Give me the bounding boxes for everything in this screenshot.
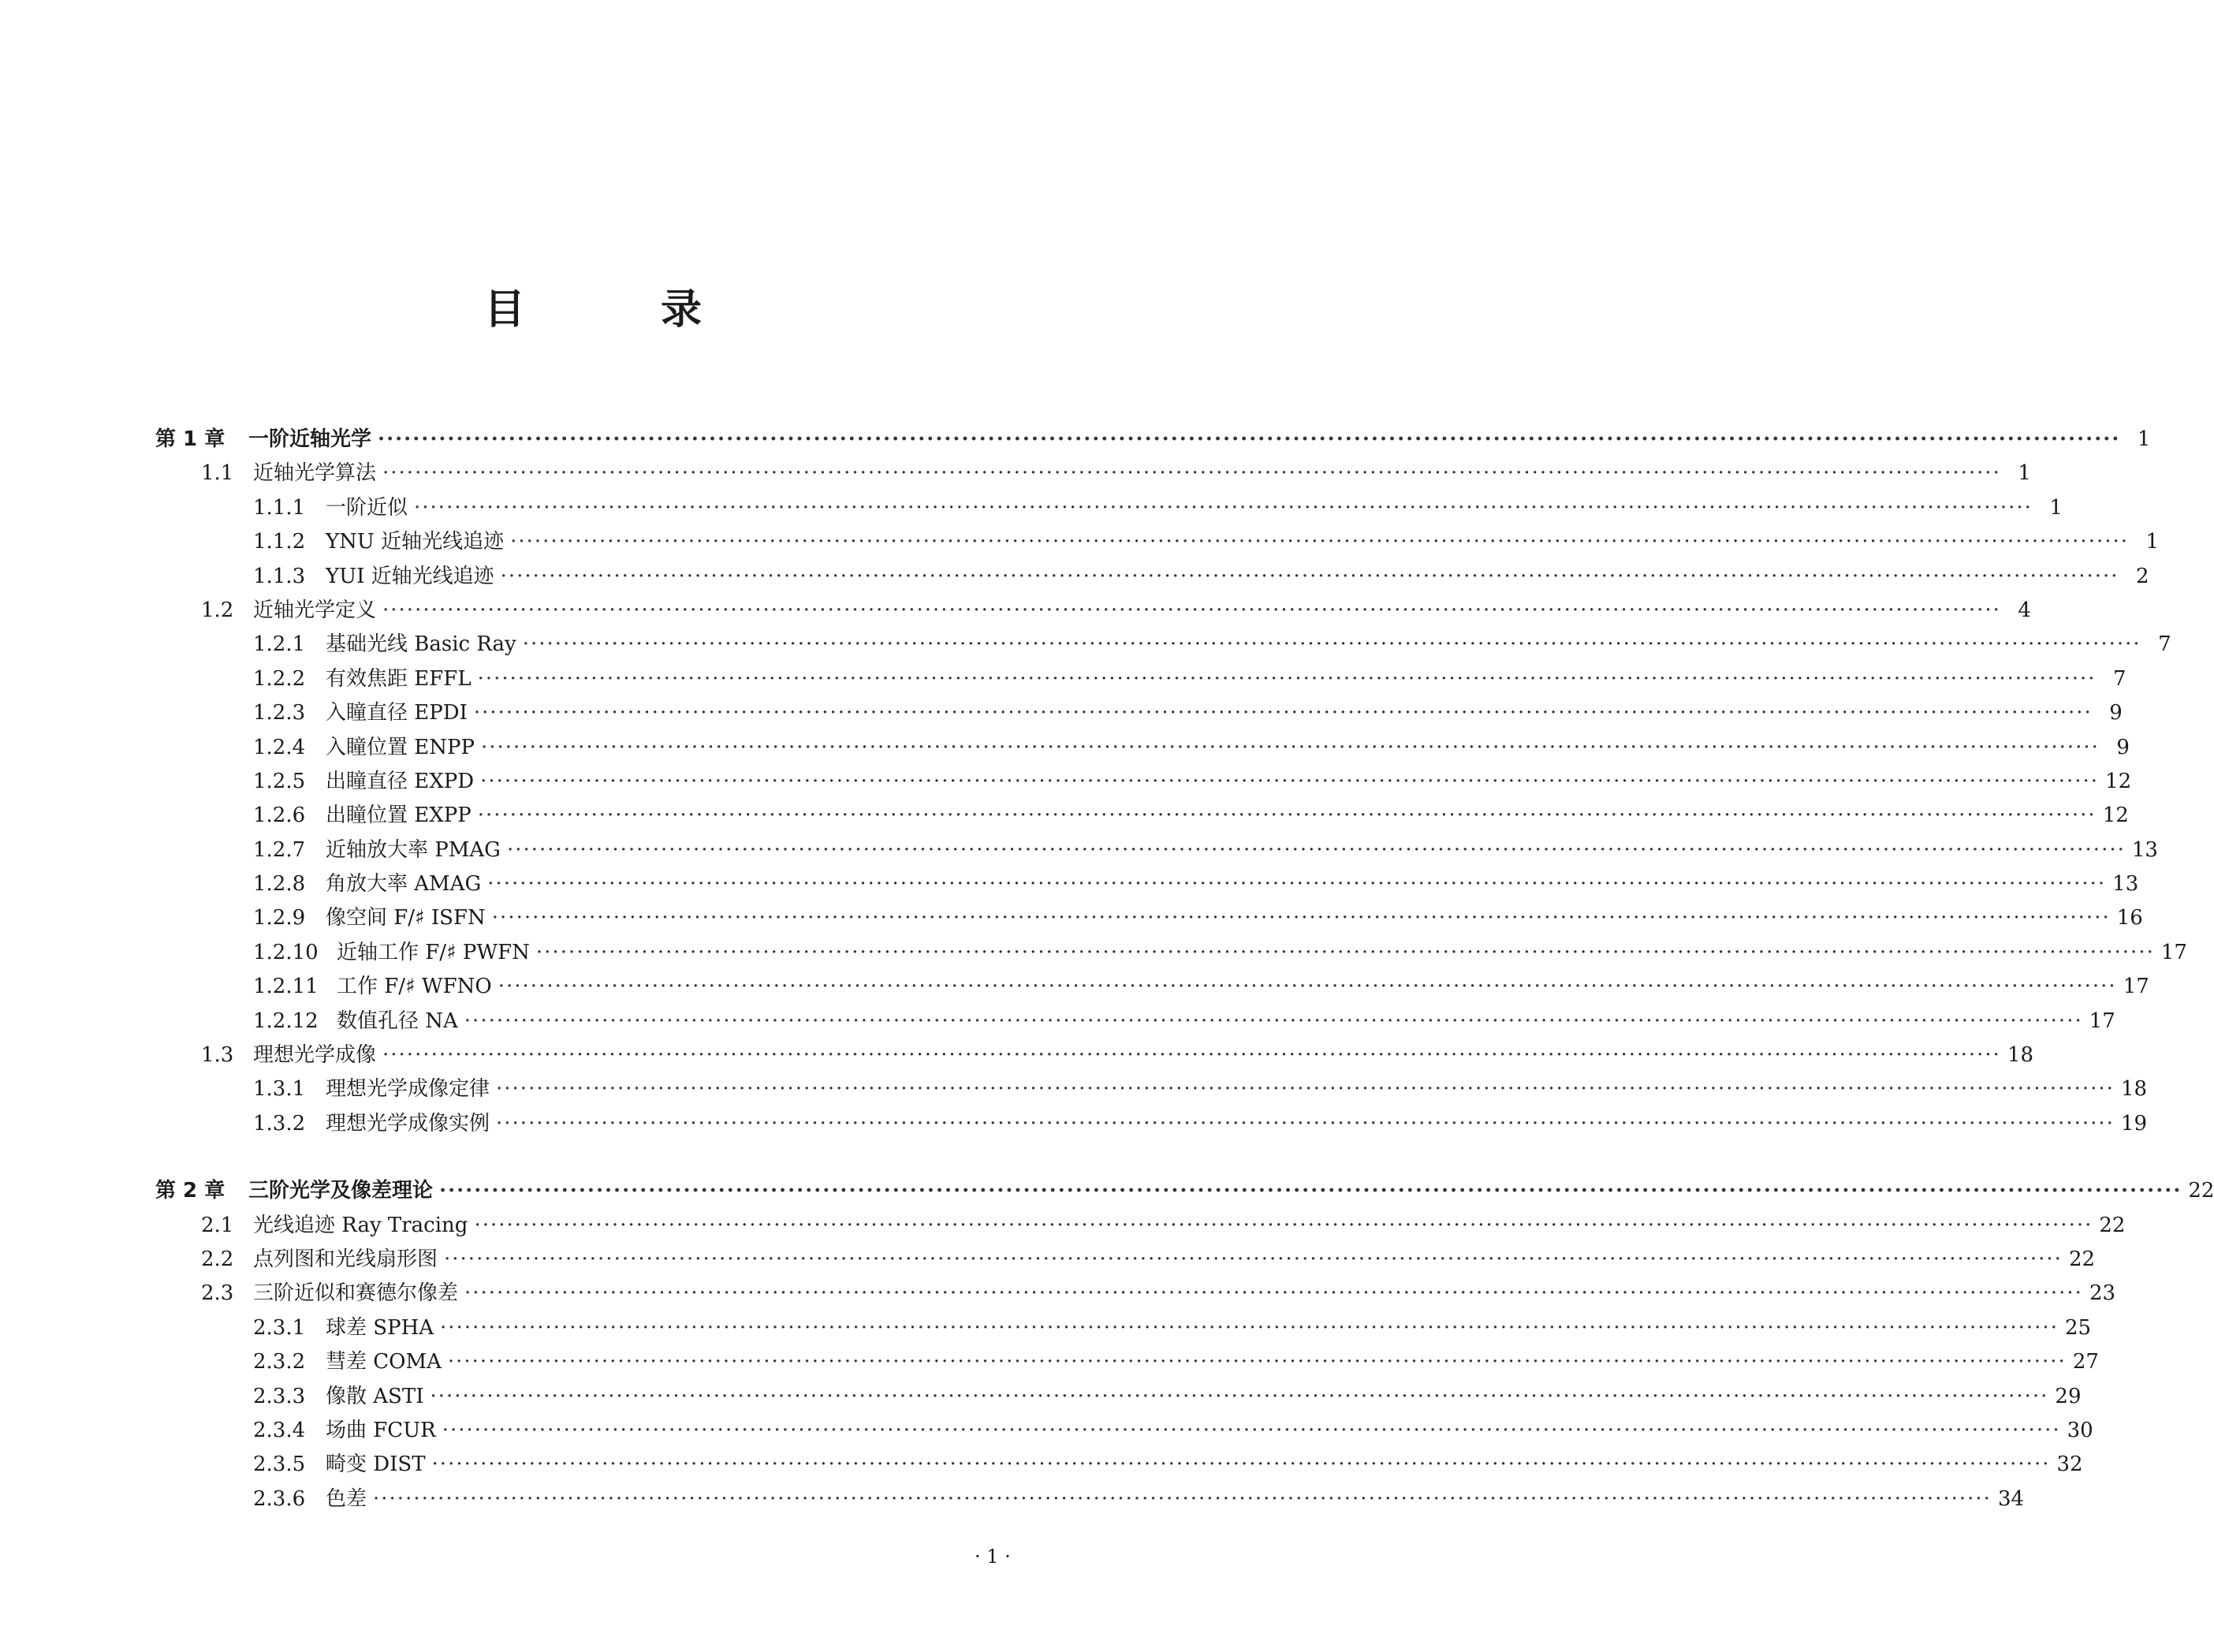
toc-entry-page: 34	[1997, 1486, 2025, 1511]
toc-subsection-entry[interactable]	[155, 731, 2130, 765]
toc-entry-label: 入瞳位置 ENPP	[326, 735, 475, 759]
toc-subsection-entry[interactable]	[155, 560, 2149, 594]
toc-subsection-entry[interactable]	[155, 833, 2158, 867]
toc-entry-number: 2.3.6	[253, 1486, 306, 1511]
toc-subsection-entry[interactable]	[155, 696, 2123, 730]
toc-entry-number: 1.2.8	[253, 872, 306, 897]
toc-subsection-entry[interactable]	[155, 936, 2187, 970]
toc-entry-page: 9	[2116, 735, 2130, 759]
dot-leader: ········································································································································································································	[522, 632, 2141, 657]
toc-entry-label: 理想光学成像定律	[326, 1077, 490, 1102]
dot-leader: ········································································································································································································	[442, 1418, 2061, 1442]
toc-entry-page: 25	[2064, 1315, 2092, 1340]
toc-entry-label: YNU 近轴光线追迹	[326, 530, 505, 554]
toc-entry-page: 1	[2049, 495, 2063, 520]
dot-leader: ········································································································································································································	[430, 1384, 2049, 1408]
toc-entry-page: 17	[2123, 975, 2149, 999]
toc-entry-label: 三阶光学及像差理论	[248, 1179, 434, 1203]
toc-section-entry[interactable]	[155, 594, 2031, 628]
toc-entry-page: 1	[2145, 530, 2160, 554]
dot-leader: ········································································································································································································	[431, 1452, 2051, 1477]
toc-section-entry[interactable]	[155, 457, 2031, 490]
toc-entry-number: 1.2.2	[253, 666, 306, 691]
toc-chapter-entry[interactable]	[155, 1174, 2214, 1208]
toc-entry-page: 32	[2056, 1452, 2083, 1477]
toc-subsection-entry[interactable]	[155, 799, 2129, 833]
toc-entry-page: 1	[2018, 461, 2031, 486]
toc-entry-number: 第 1 章	[155, 427, 226, 451]
toc-entry-label: 近轴光学定义	[253, 598, 377, 622]
toc-section-entry[interactable]	[155, 1243, 2096, 1277]
dot-leader: ········································································································································································································	[473, 701, 2093, 725]
dot-leader: ········································································································································································································	[414, 495, 2033, 520]
toc-entry-number: 1.2	[201, 598, 234, 622]
toc-entry-page: 2	[2136, 564, 2149, 588]
toc-entry-label: 工作 F/♯ WFNO	[337, 975, 492, 999]
toc-subsection-entry[interactable]	[155, 765, 2132, 799]
toc-entry-page: 17	[2089, 1009, 2115, 1033]
toc-entry-number: 1.1.1	[253, 495, 306, 520]
toc-entry-number: 2.3	[201, 1281, 234, 1306]
dot-leader: ········································································································································································································	[378, 427, 2121, 451]
toc-subsection-entry[interactable]	[155, 1107, 2148, 1141]
dot-leader: ········································································································································································································	[500, 564, 2119, 588]
toc-entry-label: 场曲 FCUR	[326, 1418, 436, 1442]
dot-leader: ········································································································································································································	[496, 1111, 2115, 1136]
dot-leader: ········································································································································································································	[440, 1315, 2059, 1340]
toc-subsection-entry[interactable]	[155, 525, 2160, 559]
toc-section-entry[interactable]	[155, 1277, 2116, 1311]
dot-leader: ········································································································································································································	[535, 940, 2155, 964]
toc-entry-page: 9	[2109, 701, 2123, 725]
toc-entry-label: 出瞳位置 EXPP	[326, 804, 472, 828]
toc-entry-number: 1.1.2	[253, 530, 306, 554]
dot-leader: ········································································································································································································	[382, 1043, 2001, 1068]
toc-entry-number: 1.2.10	[253, 940, 319, 964]
dot-leader: ········································································································································································································	[474, 1213, 2093, 1237]
toc-entry-number: 1.3.2	[253, 1111, 306, 1136]
toc-chapter-entry[interactable]	[155, 423, 2151, 457]
dot-leader: ········································································································································································································	[477, 666, 2097, 691]
toc-entry-label: 光线追迹 Ray Tracing	[253, 1213, 468, 1237]
toc-entry-page: 22	[2188, 1179, 2214, 1203]
toc-entry-label: 点列图和光线扇形图	[253, 1247, 438, 1271]
toc-entry-number: 2.3.3	[253, 1384, 306, 1408]
dot-leader: ········································································································································································································	[464, 1009, 2083, 1033]
toc-entry-page: 13	[2131, 837, 2158, 862]
toc-entry-number: 2.2	[201, 1247, 234, 1271]
toc-entry-page: 16	[2116, 906, 2143, 930]
toc-entry-number: 1.3	[201, 1043, 234, 1068]
toc-entry-page: 27	[2072, 1350, 2099, 1374]
dot-leader: ········································································································································································································	[487, 872, 2107, 897]
toc-section-entry[interactable]	[155, 1039, 2034, 1072]
toc-entry-label: 三阶近似和赛德尔像差	[253, 1281, 459, 1306]
dot-leader: ········································································································································································································	[477, 804, 2097, 828]
toc-entry-label: 像空间 F/♯ ISFN	[326, 906, 486, 930]
toc-section-entry[interactable]	[155, 1209, 2126, 1243]
toc-entry-label: 一阶近似	[326, 495, 408, 520]
toc-entry-number: 1.2.3	[253, 701, 306, 725]
dot-leader: ········································································································································································································	[491, 906, 2111, 930]
toc-entry-page: 17	[2160, 940, 2187, 964]
toc-subsection-entry[interactable]	[155, 1345, 2099, 1379]
toc-entry-label: 基础光线 Basic Ray	[326, 632, 516, 657]
table-of-contents	[155, 423, 2214, 1516]
toc-subsection-entry[interactable]	[155, 970, 2149, 1004]
toc-entry-number: 1.2.9	[253, 906, 306, 930]
toc-entry-label: 畸变 DIST	[326, 1452, 426, 1477]
toc-entry-number: 1.2.4	[253, 735, 306, 759]
toc-entry-number: 1.2.5	[253, 769, 306, 793]
toc-subsection-entry[interactable]	[155, 662, 2126, 696]
dot-leader: ········································································································································································································	[382, 461, 2001, 486]
dot-leader: ········································································································································································································	[382, 598, 2001, 622]
toc-entry-page: 18	[2007, 1043, 2034, 1068]
page-title: 目 录	[483, 286, 749, 334]
toc-entry-page: 30	[2067, 1418, 2093, 1442]
toc-subsection-entry[interactable]	[155, 1005, 2115, 1039]
toc-entry-page: 22	[2099, 1213, 2126, 1237]
dot-leader: ········································································································································································································	[464, 1281, 2083, 1306]
page-number: · 1 ·	[975, 1546, 1011, 1568]
toc-entry-page: 19	[2120, 1111, 2148, 1136]
toc-entry-label: 近轴工作 F/♯ PWFN	[337, 940, 530, 964]
toc-entry-page: 7	[2158, 632, 2171, 657]
dot-leader: ········································································································································································································	[480, 735, 2100, 759]
toc-subsection-entry[interactable]	[155, 901, 2143, 935]
toc-subsection-entry[interactable]	[155, 1072, 2148, 1106]
toc-entry-page: 12	[2102, 804, 2129, 828]
dot-leader: ········································································································································································································	[447, 1350, 2067, 1374]
toc-entry-label: 近轴光学算法	[253, 461, 377, 486]
toc-entry-label: 出瞳直径 EXPD	[326, 769, 475, 793]
toc-subsection-entry[interactable]	[155, 1380, 2082, 1414]
toc-entry-number: 1.2.11	[253, 975, 319, 999]
toc-entry-page: 22	[2068, 1247, 2096, 1271]
toc-entry-number: 1.1	[201, 461, 234, 486]
toc-entry-page: 12	[2105, 769, 2132, 793]
toc-entry-number: 1.2.6	[253, 804, 306, 828]
toc-entry-label: 入瞳直径 EPDI	[326, 701, 468, 725]
toc-entry-label: 色差	[326, 1486, 367, 1511]
dot-leader: ········································································································································································································	[480, 769, 2100, 793]
dot-leader: ········································································································································································································	[498, 975, 2117, 999]
toc-entry-label: 一阶近轴光学	[248, 427, 372, 451]
toc-subsection-entry[interactable]	[155, 1311, 2092, 1345]
dot-leader: ········································································································································································································	[373, 1486, 1992, 1511]
toc-entry-number: 2.3.4	[253, 1418, 306, 1442]
toc-entry-label: 像散 ASTI	[326, 1384, 424, 1408]
toc-entry-number: 1.3.1	[253, 1077, 306, 1102]
toc-entry-page: 1	[2137, 427, 2151, 451]
chapter-gap	[155, 1141, 1029, 1174]
toc-subsection-entry[interactable]	[155, 1482, 2025, 1516]
toc-entry-label: 彗差 COMA	[326, 1350, 442, 1374]
dot-leader: ········································································································································································································	[510, 530, 2130, 554]
toc-entry-number: 2.3.1	[253, 1315, 306, 1340]
dot-leader: ········································································································································································································	[506, 837, 2126, 862]
toc-entry-number: 2.3.2	[253, 1350, 306, 1374]
toc-entry-label: 数值孔径 NA	[337, 1009, 458, 1033]
toc-subsection-entry[interactable]	[155, 1448, 2083, 1482]
toc-entry-number: 2.3.5	[253, 1452, 306, 1477]
toc-entry-number: 2.1	[201, 1213, 234, 1237]
toc-entry-label: YUI 近轴光线追迹	[326, 564, 494, 588]
toc-entry-number: 第 2 章	[155, 1179, 226, 1203]
toc-entry-label: 理想光学成像	[253, 1043, 377, 1068]
toc-entry-page: 23	[2089, 1281, 2116, 1306]
toc-entry-label: 理想光学成像实例	[326, 1111, 490, 1136]
dot-leader: ········································································································································································································	[444, 1247, 2063, 1271]
toc-subsection-entry[interactable]	[155, 491, 2063, 525]
toc-entry-page: 13	[2112, 872, 2139, 897]
toc-entry-label: 角放大率 AMAG	[326, 872, 482, 897]
toc-entry-page: 7	[2112, 666, 2126, 691]
toc-entry-number: 1.1.3	[253, 564, 306, 588]
toc-entry-label: 球差 SPHA	[326, 1315, 434, 1340]
toc-entry-number: 1.2.12	[253, 1009, 319, 1033]
dot-leader: ········································································································································································································	[496, 1077, 2115, 1102]
toc-entry-number: 1.2.1	[253, 632, 306, 657]
toc-entry-page: 4	[2018, 598, 2031, 622]
dot-leader: ········································································································································································································	[439, 1179, 2182, 1203]
toc-entry-number: 1.2.7	[253, 837, 306, 862]
toc-subsection-entry[interactable]	[155, 1414, 2093, 1448]
toc-entry-page: 18	[2120, 1077, 2148, 1102]
toc-subsection-entry[interactable]	[155, 867, 2139, 901]
toc-subsection-entry[interactable]	[155, 628, 2171, 662]
toc-entry-label: 有效焦距 EFFL	[326, 666, 472, 691]
toc-entry-page: 29	[2055, 1384, 2082, 1408]
toc-entry-label: 近轴放大率 PMAG	[326, 837, 501, 862]
